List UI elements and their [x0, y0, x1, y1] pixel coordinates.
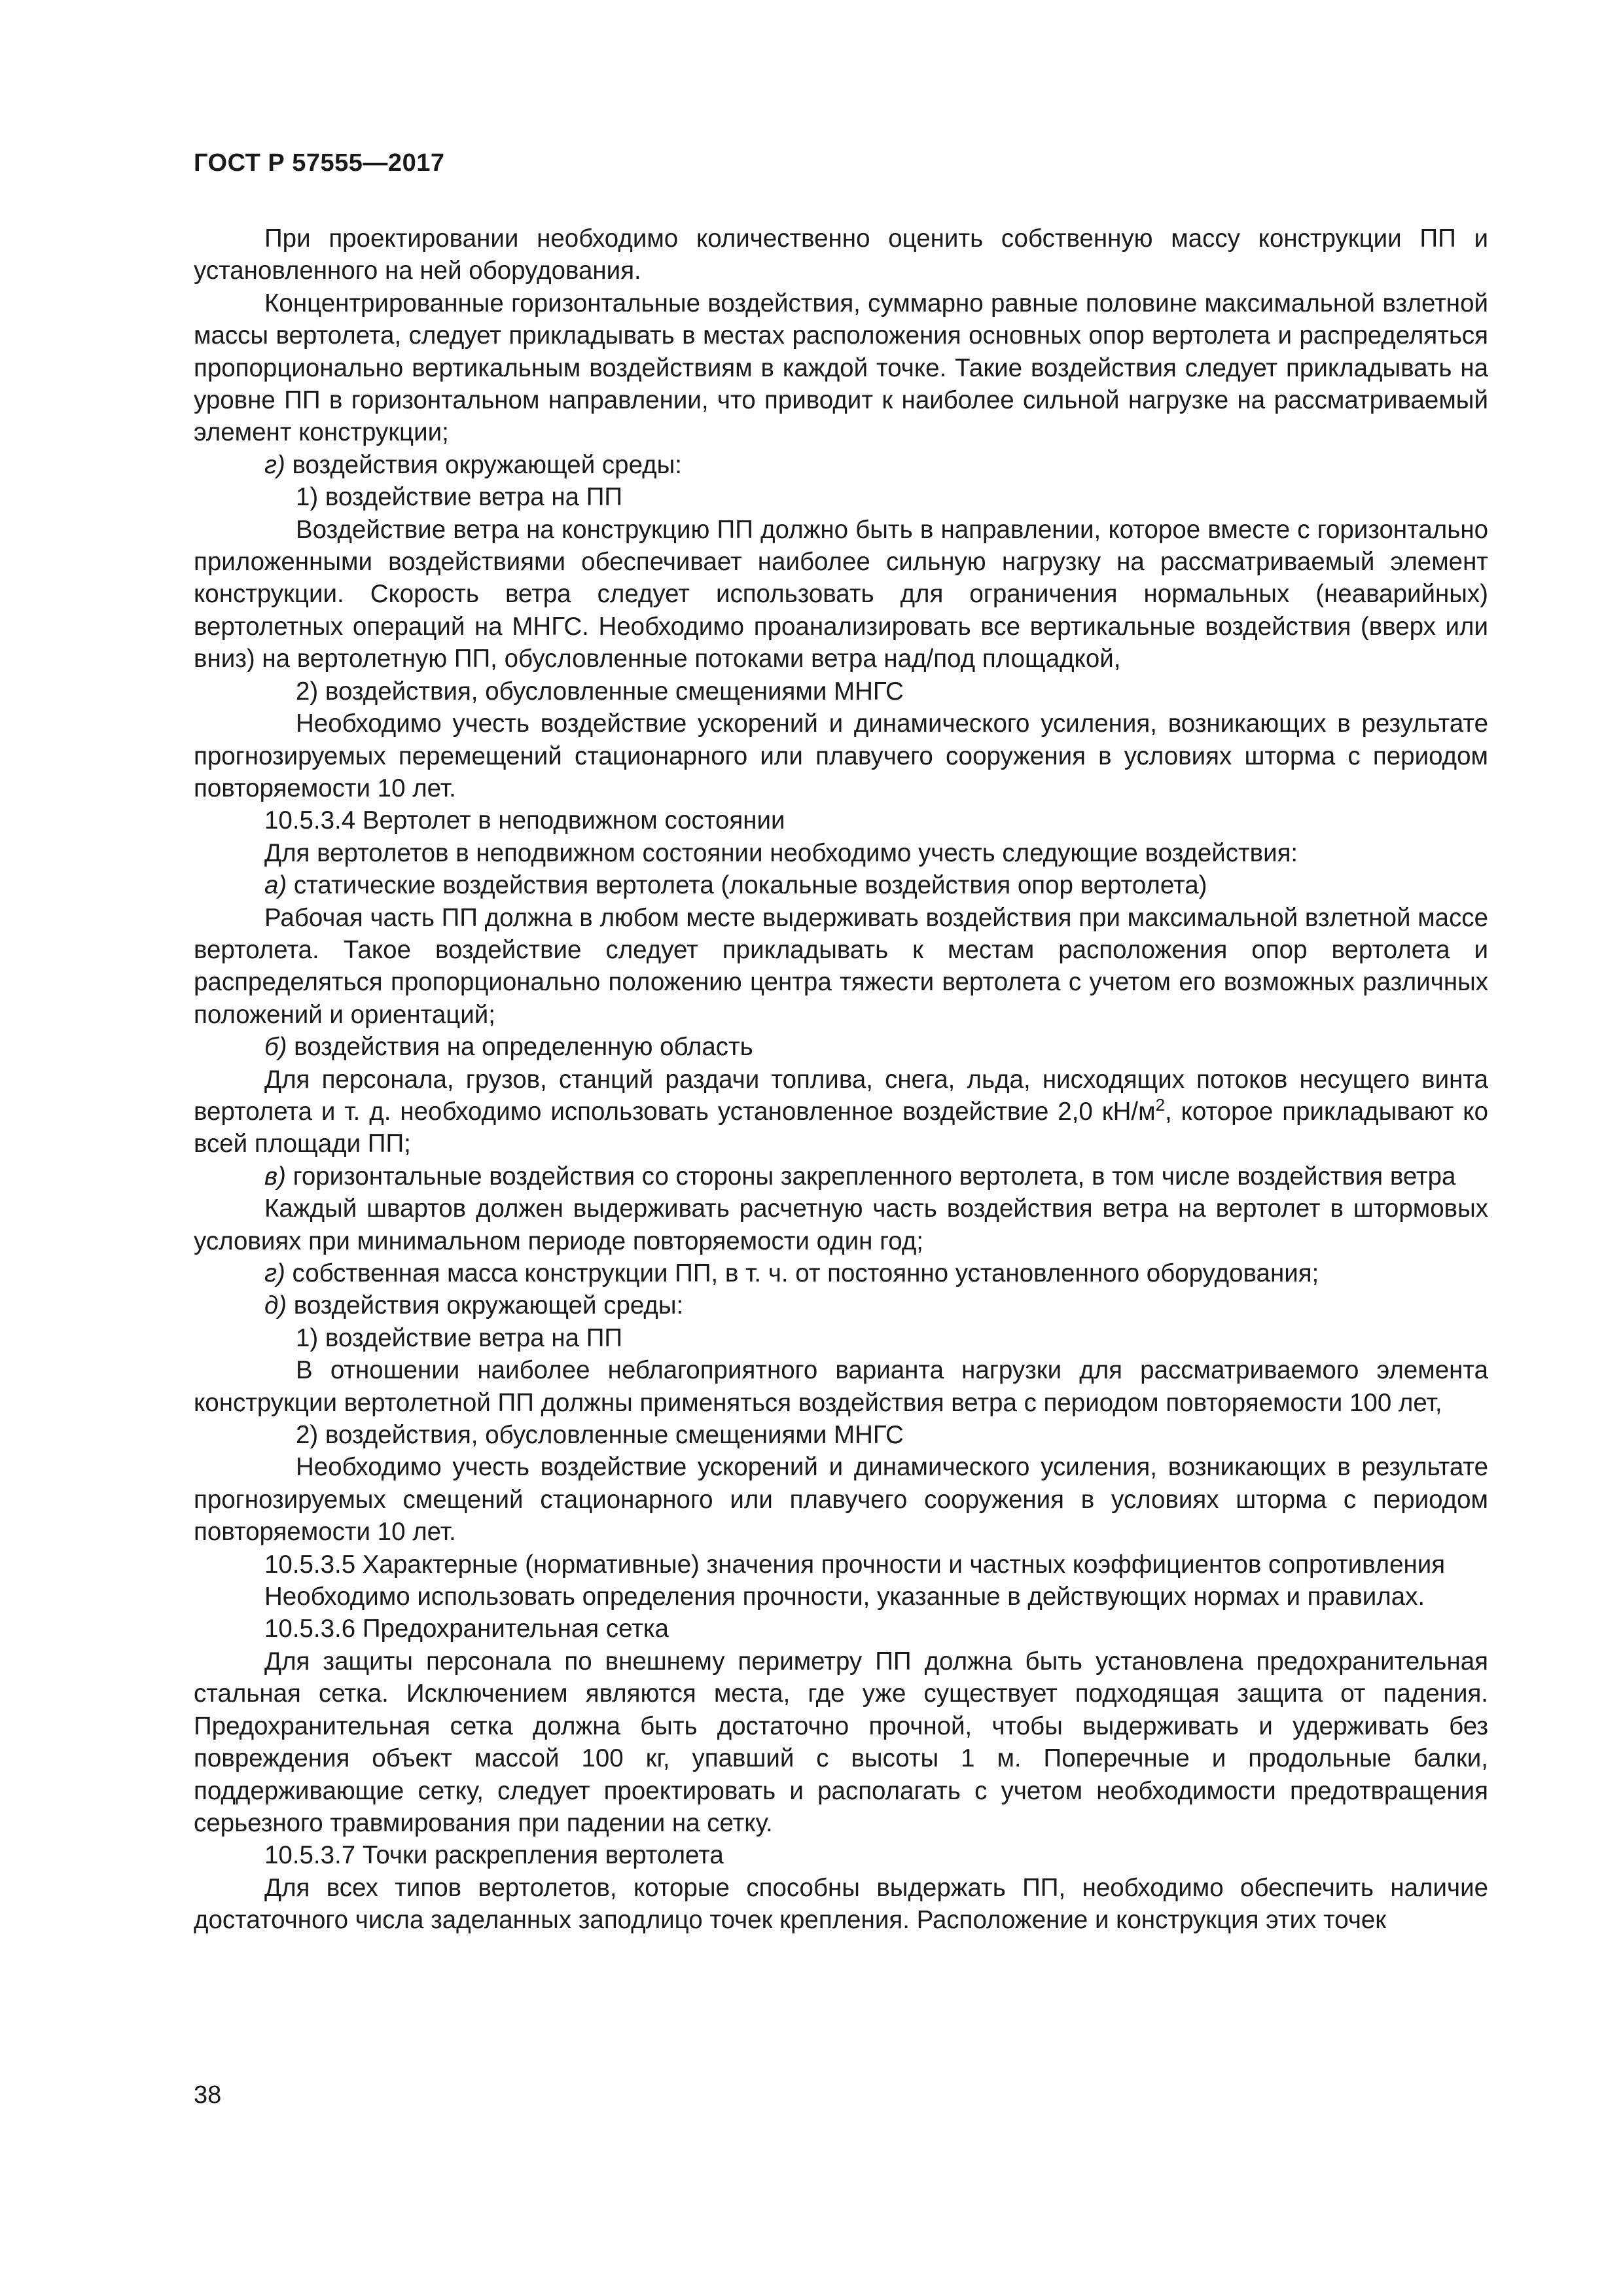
paragraph [194, 869, 1488, 901]
paragraph: Рабочая часть ПП должна в любом месте выдерживать воздействия при максимальной взлетной массе вертолета. Такое воздействие следует прикладывать к местам расположения опор вертолета и распределяться пропорционально положению центра тяжести вертолета с учетом его возможных различных положений и ориентаций; [194, 903, 1488, 1029]
paragraph [194, 1289, 1488, 1321]
paragraph [194, 1064, 1488, 1160]
paragraph: 10.5.3.6 Предохранительная сетка [264, 1615, 669, 1643]
paragraph-text: Для персонала, грузов, станций раздачи топлива, снега, льда, нисходящих потоков несущего винта вертолета и т. д. необходимо использовать установленное воздействие 2,0 кН/м [194, 1065, 1488, 1126]
list-marker: а) [264, 871, 287, 900]
paragraph-text: статические воздействия вертолета (локальные воздействия опор вертолета) [287, 871, 1207, 900]
paragraph: 1) воздействие ветра на ПП [296, 1323, 623, 1352]
list-marker: д) [264, 1291, 287, 1320]
superscript: 2 [1155, 1095, 1166, 1115]
paragraph: 2) воздействия, обусловленные смещениями МНГС [296, 677, 904, 706]
paragraph-text: воздействия окружающей среды: [285, 450, 682, 479]
list-marker: б) [264, 1033, 287, 1062]
document-body [194, 223, 1488, 1937]
list-marker: г) [264, 450, 285, 479]
paragraph: Необходимо учесть воздействие ускорений и динамического усиления, возникающих в результате прогнозируемых перемещений стационарного или плавучего сооружения в условиях шторма с периодом повторяемости 10 лет. [194, 709, 1488, 802]
paragraph-text: воздействия на определенную область [287, 1033, 753, 1062]
paragraph: 10.5.3.5 Характерные (нормативные) значения прочности и частных коэффициентов сопротивления [264, 1550, 1446, 1579]
paragraph: Для вертолетов в неподвижном состоянии необходимо учесть следующие воздействия: [264, 838, 1298, 867]
paragraph: 1) воздействие ветра на ПП [296, 483, 623, 512]
paragraph [194, 1031, 1488, 1063]
page-number: 38 [194, 2081, 222, 2109]
paragraph: 10.5.3.4 Вертолет в неподвижном состоянии [264, 806, 785, 835]
paragraph-text: горизонтальные воздействия со стороны закрепленного вертолета, в том числе воздействия ветра [285, 1162, 1456, 1191]
paragraph-text: собственная масса конструкции ПП, в т. ч. от постоянно установленного оборудования; [285, 1259, 1319, 1287]
paragraph: При проектировании необходимо количественно оценить собственную массу конструкции ПП и установленного на ней оборудования. [194, 224, 1488, 285]
paragraph [194, 1257, 1488, 1289]
paragraph: Для защиты персонала по внешнему периметру ПП должна быть установлена предохранительная стальная сетка. Исключением являются места, где уже существует подходящая защита от падения. Предохранительная сетка должна быть достаточно прочной, чтобы выдерживать и удерживать без повреждения объект массой 100 кг, упавший с высоты 1 м. Поперечные и продольные балки, поддерживающие сетку, следует проектировать и располагать с учетом необходимости предотвращения серьезного травмирования при падении на сетку. [194, 1647, 1488, 1837]
list-marker: г) [264, 1259, 285, 1287]
paragraph: Необходимо учесть воздействие ускорений и динамического усиления, возникающих в результате прогнозируемых смещений стационарного или плавучего сооружения в условиях шторма с периодом повторяемости 10 лет. [194, 1453, 1488, 1547]
paragraph [194, 1160, 1488, 1193]
paragraph: Концентрированные горизонтальные воздействия, суммарно равные половине максимальной взлетной массы вертолета, следует прикладывать в местах расположения основных опор вертолета и распределяться пропорционально вертикальным воздействиям в каждой точке. Такие воздействия следует прикладывать на уровне ПП в горизонтальном направлении, что приводит к наиболее сильной нагрузке на рассматриваемый элемент конструкции; [194, 289, 1488, 447]
paragraph [194, 449, 1488, 481]
document-code-header: ГОСТ Р 57555—2017 [194, 149, 445, 177]
paragraph-text: воздействия окружающей среды: [287, 1291, 684, 1320]
paragraph: 2) воздействия, обусловленные смещениями МНГС [296, 1421, 904, 1450]
paragraph: Необходимо использовать определения прочности, указанные в действующих нормах и правилах. [264, 1583, 1425, 1611]
paragraph: В отношении наиболее неблагоприятного варианта нагрузки для рассматриваемого элемента конструкции вертолетной ПП должны применяться воздействия ветра с периодом повторяемости 100 лет, [194, 1356, 1488, 1417]
paragraph: Каждый швартов должен выдерживать расчетную часть воздействия ветра на вертолет в штормовых условиях при минимальном периоде повторяемости один год; [194, 1194, 1488, 1255]
paragraph: Воздействие ветра на конструкцию ПП должно быть в направлении, которое вместе с горизонтально приложенными воздействиями обеспечивает наиболее сильную нагрузку на рассматриваемый элемент конструкции. Скорость ветра следует использовать для ограничения нормальных (неаварийных) вертолетных операций на МНГС. Необходимо проанализировать все вертикальные воздействия (вверх или вниз) на вертолетную ПП, обусловленные потоками ветра над/под площадкой, [194, 515, 1488, 673]
paragraph: 10.5.3.7 Точки раскрепления вертолета [264, 1841, 724, 1870]
paragraph-text: , которое прикладывают ко всей площади ПП; [194, 1097, 1488, 1158]
list-marker: в) [264, 1162, 286, 1191]
paragraph: Для всех типов вертолетов, которые способны выдержать ПП, необходимо обеспечить наличие достаточного числа заделанных заподлицо точек крепления. Расположение и конструкция этих точек [194, 1873, 1488, 1935]
